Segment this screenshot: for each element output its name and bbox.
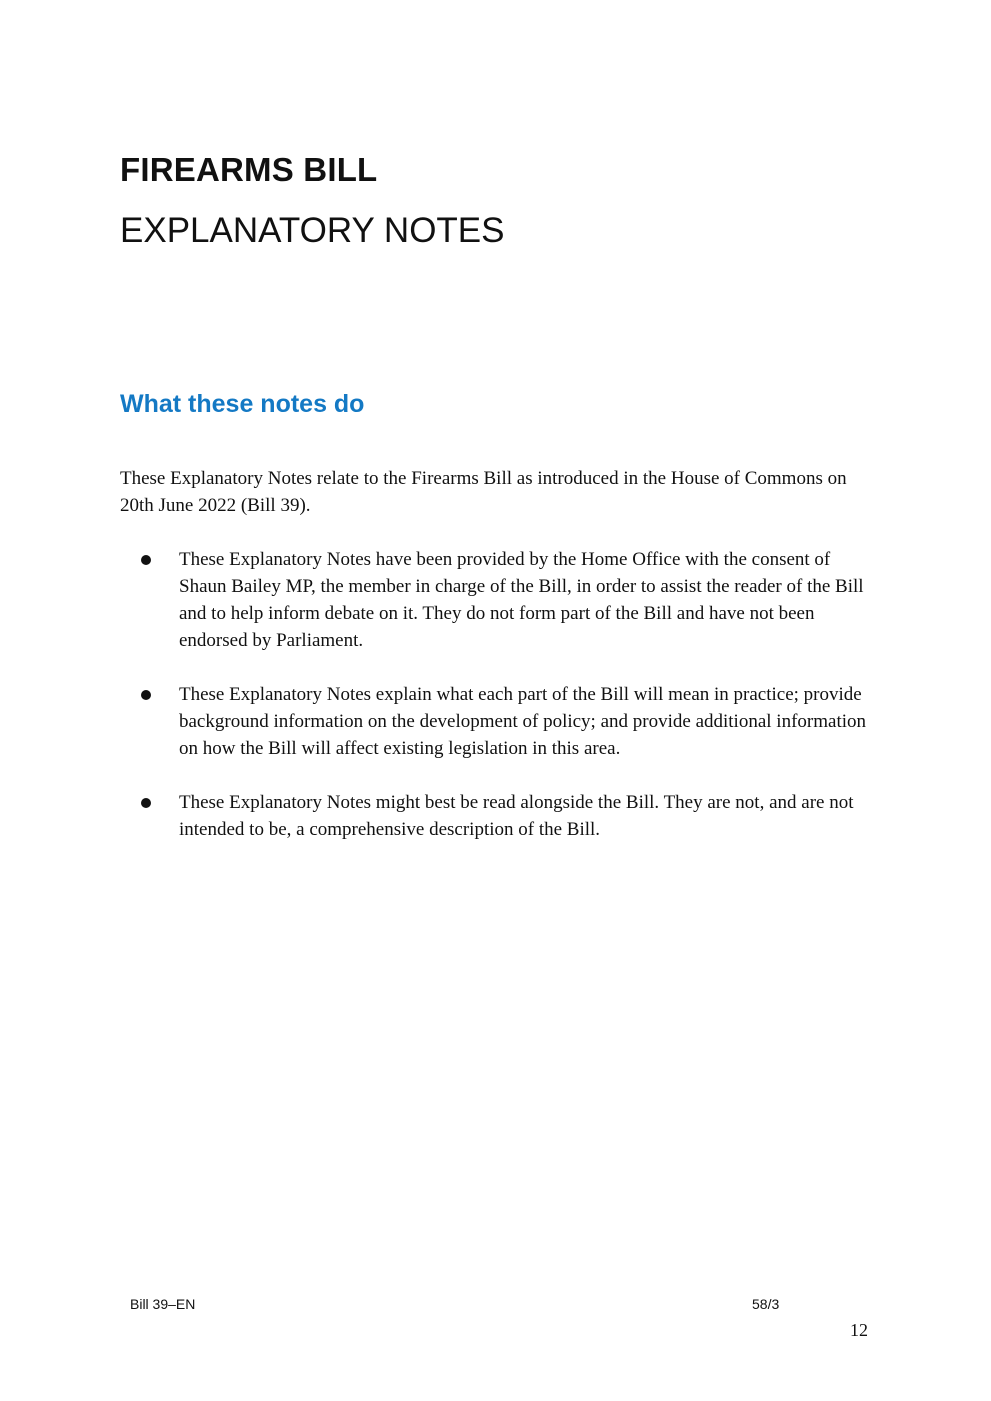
page-number: 12 bbox=[850, 1320, 868, 1340]
document-subtitle: EXPLANATORY NOTES bbox=[120, 211, 505, 250]
bullet-icon bbox=[141, 798, 151, 808]
bullet-icon bbox=[141, 555, 151, 565]
intro-paragraph: These Explanatory Notes relate to the Firearms Bill as introduced in the House of Commons on 20th June 2022 (Bill 39). bbox=[120, 468, 847, 516]
footer-bill-reference: Bill 39–EN bbox=[130, 1296, 196, 1312]
bullet-icon bbox=[141, 690, 151, 700]
list-item bbox=[120, 681, 880, 762]
section-heading: What these notes do bbox=[120, 390, 365, 418]
bill-title: FIREARMS BILL bbox=[120, 151, 378, 188]
bullet-text: These Explanatory Notes might best be read alongside the Bill. They are not, and are not intended to be, a comprehensive description of the Bill. bbox=[179, 792, 854, 840]
bullet-text: These Explanatory Notes explain what each part of the Bill will mean in practice; provide background information on the development of policy; and provide additional information on how the Bill will affect existing legislation in this area. bbox=[179, 684, 866, 759]
footer-session-reference: 58/3 bbox=[752, 1296, 780, 1312]
list-item bbox=[120, 789, 880, 843]
bullet-text: These Explanatory Notes have been provided by the Home Office with the consent of Shaun Bailey MP, the member in charge of the Bill, in order to assist the reader of the Bill and to help inform debate on it. They do not form part of the Bill and have not been endorsed by Parliament. bbox=[179, 549, 864, 651]
notes-bullet-list bbox=[120, 546, 880, 870]
list-item bbox=[120, 546, 880, 654]
